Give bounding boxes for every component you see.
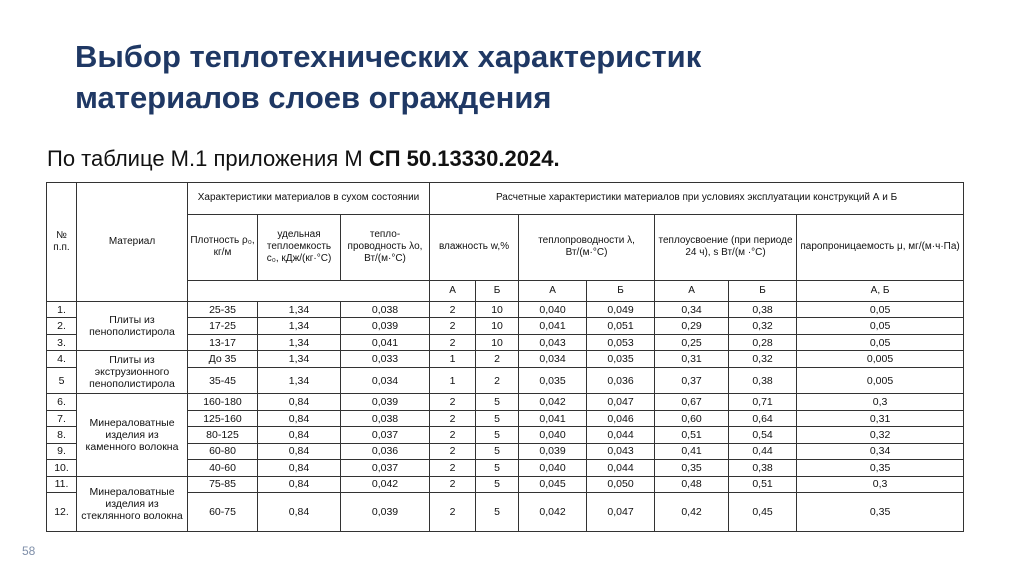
cell-heat-capacity: 0,84 bbox=[258, 443, 341, 459]
cell-vapor: 0,32 bbox=[797, 427, 964, 443]
material-name: Плиты из пенополистирола bbox=[77, 302, 188, 351]
row-number: 3. bbox=[47, 334, 77, 350]
cell-humidity-b: 5 bbox=[476, 427, 519, 443]
cell-absorption-b: 0,44 bbox=[729, 443, 797, 459]
cell-vapor: 0,3 bbox=[797, 476, 964, 492]
slide-title-line1: Выбор теплотехнических характеристик bbox=[75, 39, 702, 74]
cell-humidity-a: 2 bbox=[430, 427, 476, 443]
cell-vapor: 0,05 bbox=[797, 318, 964, 334]
cell-absorption-b: 0,32 bbox=[729, 318, 797, 334]
cell-humidity-b: 5 bbox=[476, 492, 519, 531]
table-row bbox=[47, 351, 964, 367]
cell-absorption-b: 0,64 bbox=[729, 410, 797, 426]
row-number: 9. bbox=[47, 443, 77, 459]
cell-absorption-a: 0,35 bbox=[655, 460, 729, 476]
cell-density: 80-125 bbox=[188, 427, 258, 443]
material-name: Минераловатные изделия из стеклянного волокна bbox=[77, 476, 188, 531]
cell-density: 160-180 bbox=[188, 394, 258, 410]
cell-absorption-b: 0,54 bbox=[729, 427, 797, 443]
row-number: 12. bbox=[47, 492, 77, 531]
cell-density: 60-80 bbox=[188, 443, 258, 459]
row-number: 2. bbox=[47, 318, 77, 334]
row-number: 10. bbox=[47, 460, 77, 476]
cell-conductivity-b: 0,047 bbox=[587, 492, 655, 531]
table-row bbox=[47, 394, 964, 410]
cell-heat-capacity: 0,84 bbox=[258, 427, 341, 443]
cell-absorption-a: 0,51 bbox=[655, 427, 729, 443]
cell-conductivity-a: 0,039 bbox=[519, 443, 587, 459]
cell-conductivity-a: 0,041 bbox=[519, 410, 587, 426]
cell-humidity-a: 2 bbox=[430, 492, 476, 531]
cell-humidity-b: 2 bbox=[476, 351, 519, 367]
cell-vapor: 0,005 bbox=[797, 367, 964, 394]
cell-absorption-b: 0,38 bbox=[729, 367, 797, 394]
cell-conductivity-b: 0,036 bbox=[587, 367, 655, 394]
cell-humidity-b: 5 bbox=[476, 410, 519, 426]
cell-absorption-b: 0,28 bbox=[729, 334, 797, 350]
cell-conductivity-a: 0,040 bbox=[519, 302, 587, 318]
page-number: 58 bbox=[22, 544, 36, 558]
slide-title bbox=[75, 36, 975, 118]
cell-density: До 35 bbox=[188, 351, 258, 367]
cell-conductivity-b: 0,050 bbox=[587, 476, 655, 492]
cell-conductivity-dry: 0,039 bbox=[341, 318, 430, 334]
table-row bbox=[47, 476, 964, 492]
cell-conductivity-a: 0,035 bbox=[519, 367, 587, 394]
cell-vapor: 0,31 bbox=[797, 410, 964, 426]
header-sub-b: Б bbox=[587, 280, 655, 302]
cell-conductivity-a: 0,040 bbox=[519, 460, 587, 476]
row-number: 11. bbox=[47, 476, 77, 492]
cell-conductivity-dry: 0,041 bbox=[341, 334, 430, 350]
cell-humidity-b: 10 bbox=[476, 318, 519, 334]
cell-density: 75-85 bbox=[188, 476, 258, 492]
row-number: 5 bbox=[47, 367, 77, 394]
cell-conductivity-a: 0,043 bbox=[519, 334, 587, 350]
cell-heat-capacity: 1,34 bbox=[258, 318, 341, 334]
header-sub-a: А bbox=[655, 280, 729, 302]
cell-heat-capacity: 1,34 bbox=[258, 367, 341, 394]
materials-table bbox=[46, 182, 964, 532]
cell-absorption-a: 0,67 bbox=[655, 394, 729, 410]
cell-conductivity-dry: 0,036 bbox=[341, 443, 430, 459]
cell-absorption-a: 0,31 bbox=[655, 351, 729, 367]
cell-vapor: 0,34 bbox=[797, 443, 964, 459]
cell-conductivity-a: 0,040 bbox=[519, 427, 587, 443]
cell-density: 17-25 bbox=[188, 318, 258, 334]
cell-heat-capacity: 1,34 bbox=[258, 334, 341, 350]
cell-conductivity-a: 0,042 bbox=[519, 394, 587, 410]
cell-absorption-a: 0,37 bbox=[655, 367, 729, 394]
source-reference bbox=[47, 146, 560, 172]
cell-humidity-a: 2 bbox=[430, 394, 476, 410]
cell-humidity-a: 1 bbox=[430, 351, 476, 367]
cell-absorption-b: 0,38 bbox=[729, 460, 797, 476]
slide-title-line2: материалов слоев ограждения bbox=[75, 80, 552, 115]
cell-vapor: 0,005 bbox=[797, 351, 964, 367]
row-number: 6. bbox=[47, 394, 77, 410]
row-number: 7. bbox=[47, 410, 77, 426]
cell-conductivity-dry: 0,039 bbox=[341, 394, 430, 410]
row-number: 1. bbox=[47, 302, 77, 318]
header-humidity: влажность w,% bbox=[430, 214, 519, 280]
cell-conductivity-dry: 0,038 bbox=[341, 410, 430, 426]
cell-conductivity-dry: 0,038 bbox=[341, 302, 430, 318]
cell-humidity-b: 5 bbox=[476, 476, 519, 492]
header-dry-group: Характеристики материалов в сухом состоянии bbox=[188, 183, 430, 215]
cell-conductivity-a: 0,041 bbox=[519, 318, 587, 334]
cell-conductivity-b: 0,044 bbox=[587, 427, 655, 443]
cell-density: 35-45 bbox=[188, 367, 258, 394]
cell-vapor: 0,35 bbox=[797, 492, 964, 531]
cell-heat-capacity: 0,84 bbox=[258, 476, 341, 492]
cell-absorption-a: 0,60 bbox=[655, 410, 729, 426]
cell-absorption-b: 0,71 bbox=[729, 394, 797, 410]
cell-conductivity-b: 0,044 bbox=[587, 460, 655, 476]
header-vapor-permeability: паропроницаемость μ, мг/(м·ч·Па) bbox=[797, 214, 964, 280]
cell-conductivity-a: 0,034 bbox=[519, 351, 587, 367]
header-heat-capacity: удельная теплоемкость c₀, кДж/(кг·°C) bbox=[258, 214, 341, 280]
cell-conductivity-b: 0,049 bbox=[587, 302, 655, 318]
header-density: Плотность ρ₀, кг/м bbox=[188, 214, 258, 280]
cell-humidity-a: 2 bbox=[430, 443, 476, 459]
cell-absorption-b: 0,45 bbox=[729, 492, 797, 531]
header-num: № п.п. bbox=[47, 183, 77, 302]
cell-conductivity-b: 0,047 bbox=[587, 394, 655, 410]
header-conductivity-dry: тепло-проводность λо, Вт/(м·°С) bbox=[341, 214, 430, 280]
cell-heat-capacity: 0,84 bbox=[258, 410, 341, 426]
cell-conductivity-a: 0,045 bbox=[519, 476, 587, 492]
header-sub-a: А bbox=[430, 280, 476, 302]
cell-vapor: 0,35 bbox=[797, 460, 964, 476]
cell-humidity-a: 2 bbox=[430, 334, 476, 350]
cell-humidity-b: 5 bbox=[476, 460, 519, 476]
cell-humidity-b: 5 bbox=[476, 394, 519, 410]
cell-absorption-a: 0,25 bbox=[655, 334, 729, 350]
cell-vapor: 0,05 bbox=[797, 334, 964, 350]
cell-humidity-b: 2 bbox=[476, 367, 519, 394]
cell-heat-capacity: 1,34 bbox=[258, 302, 341, 318]
row-number: 4. bbox=[47, 351, 77, 367]
cell-conductivity-dry: 0,033 bbox=[341, 351, 430, 367]
header-sub-b: Б bbox=[476, 280, 519, 302]
cell-conductivity-dry: 0,037 bbox=[341, 460, 430, 476]
source-reference-standard: СП 50.13330.2024. bbox=[368, 146, 560, 171]
cell-humidity-a: 2 bbox=[430, 302, 476, 318]
header-heat-absorption: теплоусвоение (при периоде 24 ч), s Вт/(м ·°С) bbox=[655, 214, 797, 280]
cell-humidity-b: 5 bbox=[476, 443, 519, 459]
header-sub-ab: А, Б bbox=[797, 280, 964, 302]
cell-heat-capacity: 0,84 bbox=[258, 492, 341, 531]
cell-density: 13-17 bbox=[188, 334, 258, 350]
cell-density: 25-35 bbox=[188, 302, 258, 318]
cell-vapor: 0,05 bbox=[797, 302, 964, 318]
cell-conductivity-b: 0,046 bbox=[587, 410, 655, 426]
source-reference-text: По таблице М.1 приложения М bbox=[47, 146, 363, 171]
cell-density: 60-75 bbox=[188, 492, 258, 531]
cell-absorption-a: 0,34 bbox=[655, 302, 729, 318]
cell-humidity-b: 10 bbox=[476, 334, 519, 350]
row-number: 8. bbox=[47, 427, 77, 443]
cell-absorption-a: 0,42 bbox=[655, 492, 729, 531]
cell-conductivity-dry: 0,037 bbox=[341, 427, 430, 443]
cell-absorption-b: 0,38 bbox=[729, 302, 797, 318]
cell-heat-capacity: 1,34 bbox=[258, 351, 341, 367]
cell-density: 125-160 bbox=[188, 410, 258, 426]
header-row-1 bbox=[47, 183, 964, 215]
cell-absorption-b: 0,32 bbox=[729, 351, 797, 367]
cell-conductivity-b: 0,053 bbox=[587, 334, 655, 350]
cell-conductivity-dry: 0,039 bbox=[341, 492, 430, 531]
cell-conductivity-b: 0,035 bbox=[587, 351, 655, 367]
cell-humidity-a: 2 bbox=[430, 476, 476, 492]
cell-humidity-a: 2 bbox=[430, 410, 476, 426]
header-calc-group: Расчетные характеристики материалов при условиях эксплуатации конструкций А и Б bbox=[430, 183, 964, 215]
cell-humidity-a: 2 bbox=[430, 460, 476, 476]
cell-absorption-a: 0,48 bbox=[655, 476, 729, 492]
cell-heat-capacity: 0,84 bbox=[258, 394, 341, 410]
cell-conductivity-dry: 0,034 bbox=[341, 367, 430, 394]
header-sub-a: А bbox=[519, 280, 587, 302]
cell-conductivity-dry: 0,042 bbox=[341, 476, 430, 492]
cell-conductivity-b: 0,043 bbox=[587, 443, 655, 459]
cell-humidity-b: 10 bbox=[476, 302, 519, 318]
material-name: Плиты из экструзионного пенополистирола bbox=[77, 351, 188, 394]
cell-vapor: 0,3 bbox=[797, 394, 964, 410]
cell-conductivity-a: 0,042 bbox=[519, 492, 587, 531]
cell-heat-capacity: 0,84 bbox=[258, 460, 341, 476]
cell-absorption-a: 0,41 bbox=[655, 443, 729, 459]
table-row bbox=[47, 302, 964, 318]
cell-absorption-a: 0,29 bbox=[655, 318, 729, 334]
header-material: Материал bbox=[77, 183, 188, 302]
header-conductivity: теплопроводности λ, Вт/(м·°С) bbox=[519, 214, 655, 280]
cell-absorption-b: 0,51 bbox=[729, 476, 797, 492]
cell-humidity-a: 2 bbox=[430, 318, 476, 334]
material-name: Минераловатные изделия из каменного волокна bbox=[77, 394, 188, 476]
header-sub-b: Б bbox=[729, 280, 797, 302]
cell-humidity-a: 1 bbox=[430, 367, 476, 394]
cell-density: 40-60 bbox=[188, 460, 258, 476]
cell-conductivity-b: 0,051 bbox=[587, 318, 655, 334]
